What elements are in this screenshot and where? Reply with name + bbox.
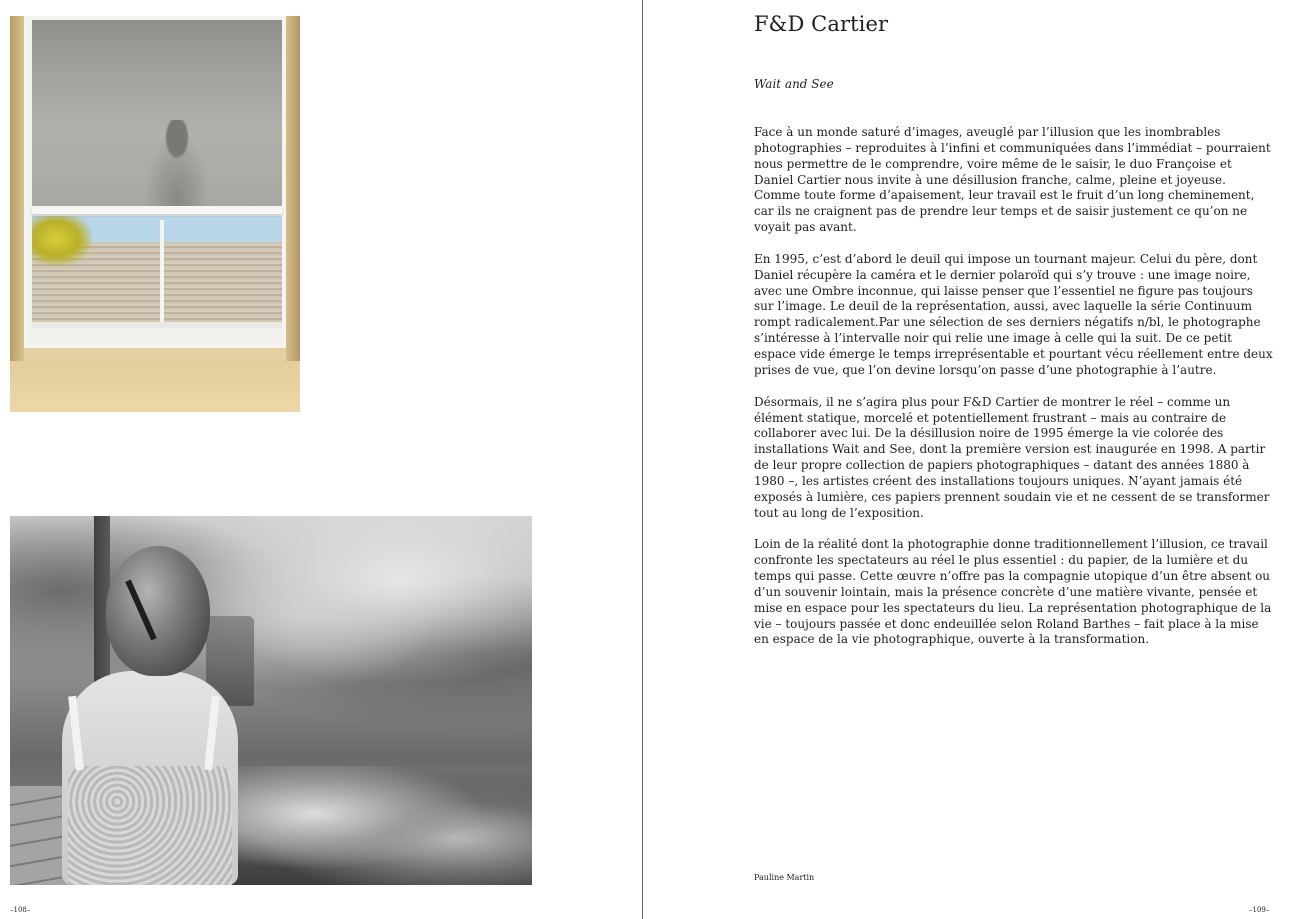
page-gutter (642, 0, 643, 919)
garden-rocks (220, 766, 532, 885)
woman-head (106, 546, 210, 676)
window-frame-left (10, 16, 24, 361)
lace-camisole (68, 766, 232, 885)
author-name: Pauline Martin (754, 873, 815, 882)
paragraph: Désormais, il ne s’agira plus pour F&D Cartier de montrer le réel – comme un élément statique, morcelé et potentiellement frustrant – mais au contraire de collaborer avec lui. De la désillusion noire de 1995 émerge la vie colorée des installations Wait and See, dont la première version est inaugurée en 1998. A partir de leur propre collection de papiers photographiques – datant des années 1880 à 1980 –, les artistes créent des installations toujours uniques. N’ayant jamais été exposés à lumière, ces papiers prennent soudain vie et ne cessent de se transformer tout au long de l’exposition. (754, 394, 1270, 520)
window-sill (10, 361, 300, 412)
page-number-left: –108– (10, 906, 31, 914)
yellow-foliage (32, 216, 92, 266)
paragraph: En 1995, c’est d’abord le deuil qui impose un tournant majeur. Celui du père, dont Daniel récupère la caméra et le dernier polaroïd qui s’y trouve : une image noire, avec une Ombre inconnue, qui laisse penser que l’essentiel ne figure pas toujours sur l’image. Le deuil de la représentation, aussi, avec laquelle la série Continuum rompt radicalement.Par une sélection de ses derniers négatifs n/bl, le photographe s’intéresse à l’intervalle noir qui relie une image à celle qui la suit. De ce petit espace vide émerge le temps irreprésentable et pourtant vécu réellement entre deux prises de vue, que l’on devine lorsqu’on passe d’une photographie à l’autre. (754, 251, 1273, 377)
paragraph: Face à un monde saturé d’images, aveuglé par l’illusion que les inombrables photographies – reproduites à l’infini et communiquées dans l’immédiat – pourraient nous permettre de le comprendre, voire même de le saisir, le duo Françoise et Daniel Cartier nous invite à une désillusion franche, calme, pleine et joyeuse. Comme toute forme d’apaisement, leur travail est le fruit d’un long cheminement, car ils ne craignent pas de prendre leur temps et de saisir justement ce qu’on ne voyait pas avant. (754, 125, 1271, 235)
blind-bottom-bar (32, 206, 282, 214)
article-body (754, 125, 1274, 664)
window-pane (24, 16, 286, 348)
photographer-reflection (138, 120, 216, 208)
paragraph: Loin de la réalité dont la photographie donne traditionnellement l’illusion, ce travail confronte les spectateurs au réel le plus essentiel : du papier, de la lumière et du temps qui passe. Cette œuvre n’offre pas la compagnie utopique d’un être absent ou d’un souvenir lointain, mais la présence concrète d’une matière vivante, pensée et mise en espace pour les spectateurs du lieu. La représentation photographique de la vie – toujours passée et donc endeuillée selon Roland Barthes – fait place à la mise en espace de la vie photographique, ouverte à la transformation. (754, 537, 1272, 647)
photo-woman-garden (10, 516, 532, 885)
photo-window-blind (10, 16, 300, 412)
window-frame-right (286, 16, 300, 361)
page-title: F&D Cartier (754, 12, 889, 36)
window-sill-line (32, 322, 282, 328)
article-subtitle: Wait and See (754, 77, 834, 91)
window-sash-divider (160, 220, 164, 326)
page-number-right: –109– (1249, 906, 1270, 914)
